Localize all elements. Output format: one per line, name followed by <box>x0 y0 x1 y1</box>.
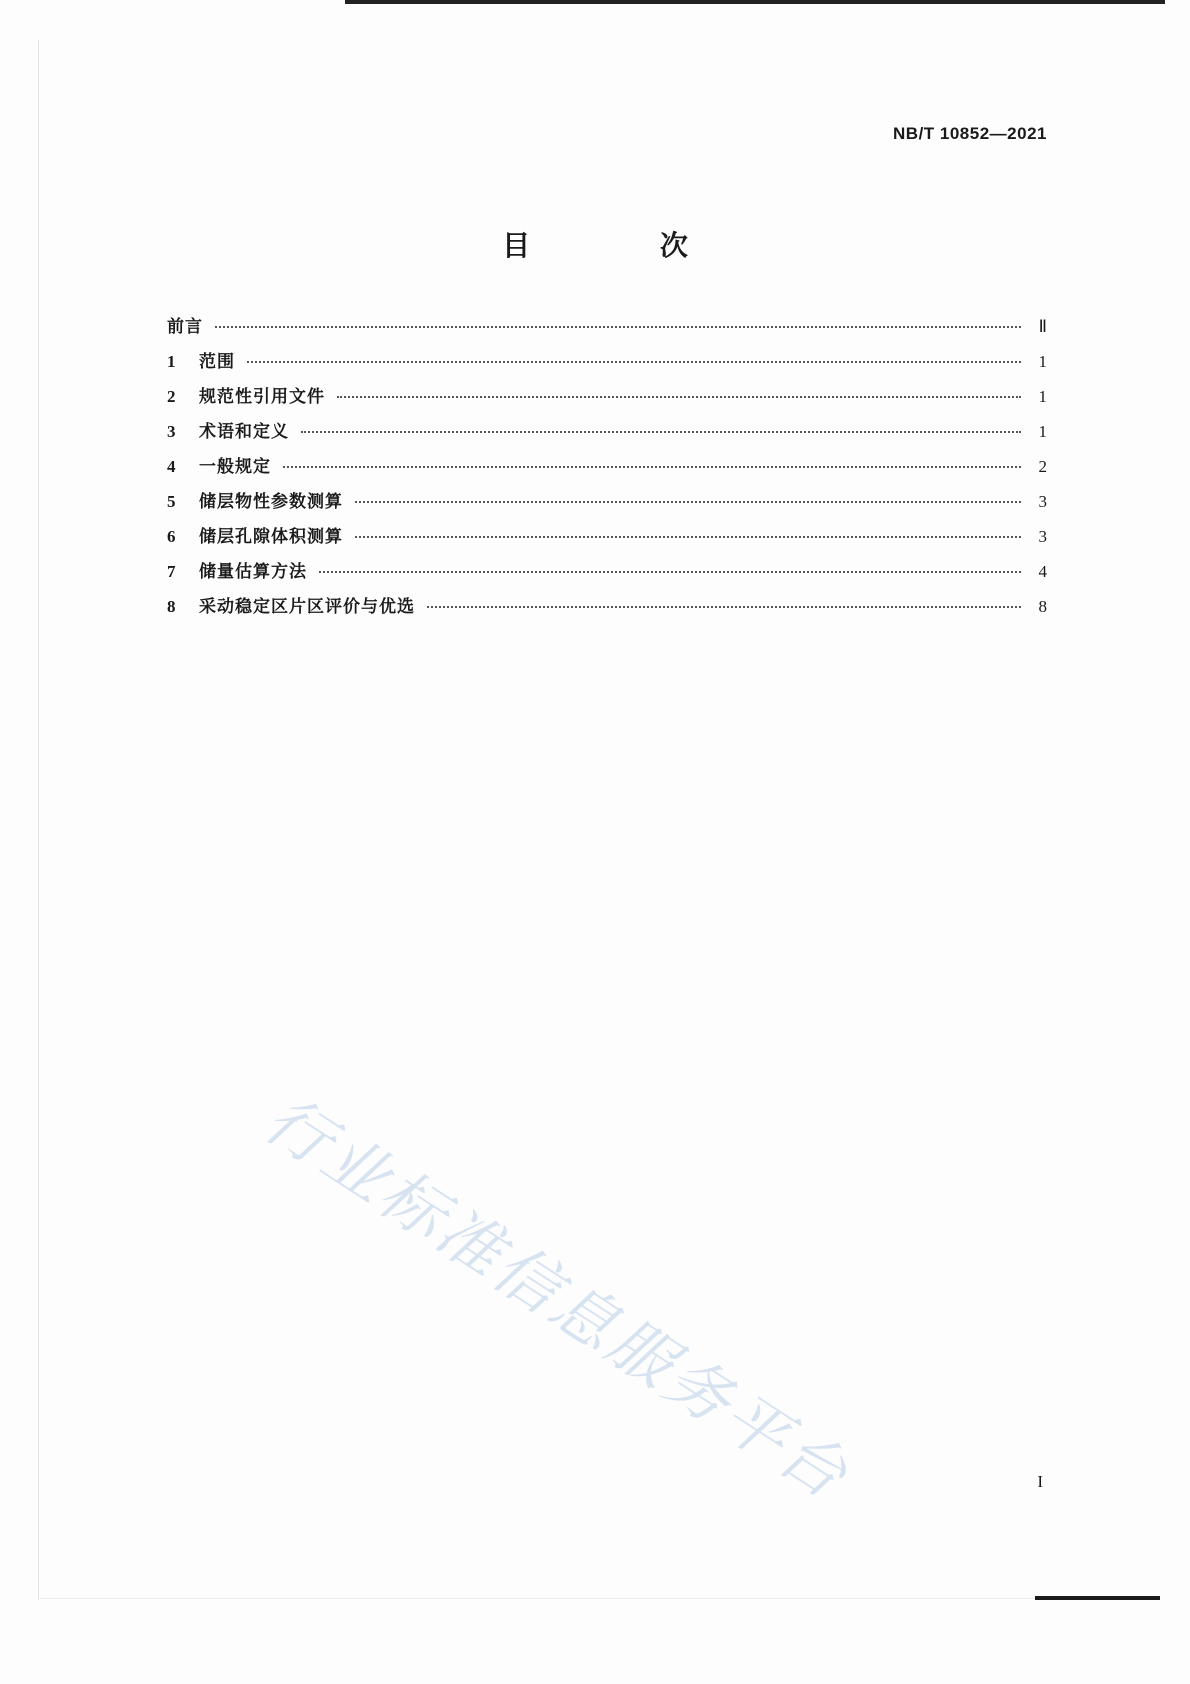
toc-entry-number: 7 <box>167 562 176 581</box>
toc-entry-number: 6 <box>167 527 176 546</box>
toc-entry-label: 前言 <box>167 317 203 337</box>
toc-leader <box>355 536 1021 538</box>
toc-entry-1[interactable] <box>167 347 1047 382</box>
scan-bottom-edge <box>40 1598 1040 1599</box>
toc-entry-5[interactable] <box>167 487 1047 522</box>
toc-entry-label: 规范性引用文件 <box>199 387 325 407</box>
toc-entry-8[interactable] <box>167 592 1047 627</box>
toc-leader <box>355 501 1021 503</box>
toc-entry-page: 2 <box>1038 457 1047 476</box>
toc-entry-number: 2 <box>167 387 176 406</box>
toc-entry-number: 5 <box>167 492 176 511</box>
toc-entry-label: 储量估算方法 <box>199 562 307 582</box>
toc-entry-page: 3 <box>1038 492 1047 511</box>
toc-entry-7[interactable] <box>167 557 1047 592</box>
toc-leader <box>427 606 1021 608</box>
table-of-contents <box>167 312 1047 627</box>
toc-entry-page: 4 <box>1038 562 1047 581</box>
toc-entry-number: 4 <box>167 457 176 476</box>
toc-entry-number: 1 <box>167 352 176 371</box>
toc-leader <box>319 571 1021 573</box>
toc-entry-foreword[interactable] <box>167 312 1047 347</box>
toc-entry-label: 采动稳定区片区评价与优选 <box>199 597 415 617</box>
page-number: I <box>1037 1472 1043 1491</box>
toc-entry-label: 储层物性参数测算 <box>199 492 343 512</box>
toc-entry-page: Ⅱ <box>1038 317 1047 336</box>
toc-entry-label: 储层孔隙体积测算 <box>199 527 343 547</box>
toc-entry-6[interactable] <box>167 522 1047 557</box>
toc-leader <box>283 466 1021 468</box>
toc-entry-4[interactable] <box>167 452 1047 487</box>
toc-entry-page: 3 <box>1038 527 1047 546</box>
scan-left-edge <box>38 40 39 1600</box>
watermark-text: 行业标准信息服务平台 <box>251 1082 863 1515</box>
toc-entry-page: 8 <box>1038 597 1047 616</box>
toc-entry-number: 8 <box>167 597 176 616</box>
toc-entry-3[interactable] <box>167 417 1047 452</box>
toc-entry-page: 1 <box>1038 422 1047 441</box>
toc-entry-page: 1 <box>1038 387 1047 406</box>
toc-leader <box>215 326 1021 328</box>
toc-title: 目 次 <box>502 229 748 262</box>
toc-leader <box>337 396 1021 398</box>
standard-code: NB/T 10852—2021 <box>893 124 1047 143</box>
toc-entry-2[interactable] <box>167 382 1047 417</box>
toc-entry-label: 一般规定 <box>199 457 271 477</box>
scan-top-edge <box>345 0 1165 4</box>
footer-rule <box>1035 1596 1160 1600</box>
toc-entry-label: 术语和定义 <box>199 422 289 442</box>
toc-entry-page: 1 <box>1038 352 1047 371</box>
toc-entry-number: 3 <box>167 422 176 441</box>
toc-entry-label: 范围 <box>199 352 235 372</box>
toc-leader <box>247 361 1021 363</box>
toc-leader <box>301 431 1021 433</box>
